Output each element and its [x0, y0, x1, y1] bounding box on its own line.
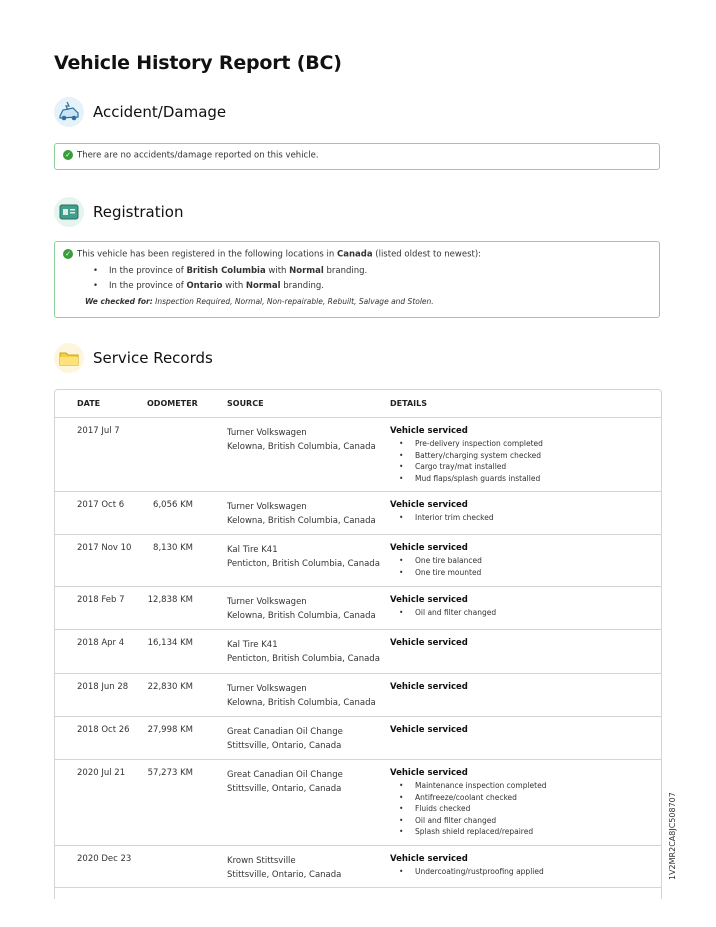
row-details	[390, 595, 496, 619]
row-date: 2018 Oct 26	[77, 725, 130, 735]
source-name: Kal Tire K41	[227, 545, 278, 555]
service-records-table	[54, 389, 662, 899]
item-prefix: In the province of	[109, 265, 187, 276]
registration-item	[89, 281, 651, 291]
row-source	[227, 682, 376, 710]
detail-list	[390, 780, 546, 838]
checked-for-value: Inspection Required, Normal, Non-repairable, Rebuilt, Salvage and Stolen.	[152, 296, 434, 306]
item-branding: Normal	[245, 280, 281, 291]
table-row	[55, 491, 661, 535]
row-date: 2020 Dec 23	[77, 854, 132, 864]
detail-item: • Pre-delivery inspection completed	[390, 438, 543, 450]
detail-list	[390, 438, 543, 484]
source-location: Kelowna, British Columbia, Canada	[227, 442, 376, 452]
row-date: 2018 Feb 7	[77, 595, 125, 605]
detail-title: Vehicle serviced	[390, 768, 468, 778]
registration-item	[89, 266, 651, 276]
source-location: Penticton, British Columbia, Canada	[227, 654, 380, 664]
source-location: Kelowna, British Columbia, Canada	[227, 698, 376, 708]
detail-item: • Undercoating/rustproofing applied	[390, 866, 544, 878]
intro-suffix: (listed oldest to newest):	[372, 249, 482, 260]
registration-card-icon	[54, 197, 84, 227]
table-row	[55, 759, 661, 846]
page-title: Vehicle History Report (BC)	[54, 52, 342, 74]
table-row	[55, 586, 661, 630]
detail-list	[390, 866, 544, 878]
check-circle-icon: ✓	[63, 249, 73, 259]
table-row	[55, 534, 661, 587]
col-source: SOURCE	[227, 399, 264, 408]
table-row	[55, 673, 661, 717]
intro-country: Canada	[336, 249, 373, 260]
table-row	[55, 845, 661, 888]
row-date: 2020 Jul 21	[77, 768, 126, 778]
detail-item: • Mud flaps/splash guards installed	[390, 473, 543, 485]
source-location: Penticton, British Columbia, Canada	[227, 559, 380, 569]
detail-list	[390, 555, 482, 578]
row-details	[390, 638, 468, 650]
source-location: Kelowna, British Columbia, Canada	[227, 516, 376, 526]
row-details	[390, 500, 494, 524]
detail-item: • Cargo tray/mat installed	[390, 461, 543, 473]
source-name: Turner Volkswagen	[227, 684, 307, 694]
item-branding: Normal	[289, 265, 324, 276]
table-row	[55, 629, 661, 674]
detail-title: Vehicle serviced	[390, 638, 468, 648]
source-name: Great Canadian Oil Change	[227, 727, 343, 737]
car-crash-icon	[54, 97, 84, 127]
row-odometer: 12,838 KM	[147, 595, 193, 605]
row-source	[227, 500, 376, 528]
checked-for-note	[85, 297, 651, 306]
row-details	[390, 426, 543, 484]
detail-item: • Maintenance inspection completed	[390, 780, 546, 792]
source-location: Stittsville, Ontario, Canada	[227, 784, 342, 794]
accident-heading: Accident/Damage	[93, 103, 227, 121]
detail-list	[390, 607, 496, 619]
row-source	[227, 768, 343, 796]
source-location: Stittsville, Ontario, Canada	[227, 741, 342, 751]
accident-message: There are no accidents/damage reported on this vehicle.	[77, 150, 319, 161]
source-name: Kal Tire K41	[227, 640, 278, 650]
col-date: DATE	[77, 399, 101, 408]
row-odometer: 57,273 KM	[147, 768, 193, 778]
detail-list	[390, 512, 494, 524]
intro-text: This vehicle has been registered in the following locations in	[77, 249, 337, 260]
item-province: British Columbia	[186, 265, 266, 276]
detail-item: • Antifreeze/coolant checked	[390, 792, 546, 804]
detail-item: • Oil and filter changed	[390, 815, 546, 827]
source-location: Kelowna, British Columbia, Canada	[227, 611, 376, 621]
row-date: 2017 Oct 6	[77, 500, 125, 510]
row-source	[227, 725, 343, 753]
row-odometer: 8,130 KM	[153, 543, 193, 553]
row-source	[227, 543, 380, 571]
row-date: 2017 Jul 7	[77, 426, 120, 436]
item-suffix: branding.	[323, 265, 368, 276]
registration-list	[89, 266, 651, 291]
source-name: Great Canadian Oil Change	[227, 770, 343, 780]
source-name: Turner Volkswagen	[227, 428, 307, 438]
item-suffix: branding.	[280, 280, 324, 291]
source-name: Turner Volkswagen	[227, 597, 307, 607]
item-middle: with	[222, 280, 246, 291]
row-details	[390, 682, 468, 694]
row-details	[390, 725, 468, 737]
table-row	[55, 716, 661, 760]
row-odometer: 22,830 KM	[147, 682, 193, 692]
source-name: Krown Stittsville	[227, 856, 296, 866]
detail-item: • Interior trim checked	[390, 512, 494, 524]
detail-item: • Fluids checked	[390, 803, 546, 815]
row-date: 2018 Apr 4	[77, 638, 125, 648]
accident-section-header	[54, 97, 226, 127]
source-location: Stittsville, Ontario, Canada	[227, 870, 342, 880]
detail-title: Vehicle serviced	[390, 725, 468, 735]
detail-item: • One tire balanced	[390, 555, 482, 567]
registration-intro	[63, 249, 651, 260]
detail-item: • Battery/charging system checked	[390, 450, 543, 462]
row-date: 2018 Jun 28	[77, 682, 129, 692]
row-date: 2017 Nov 10	[77, 543, 132, 553]
accident-status-box	[54, 143, 660, 170]
row-details	[390, 543, 482, 578]
row-odometer: 27,998 KM	[147, 725, 193, 735]
service-section-header	[54, 343, 213, 373]
row-source	[227, 595, 376, 623]
detail-title: Vehicle serviced	[390, 854, 468, 864]
check-circle-icon: ✓	[63, 150, 73, 160]
folder-icon	[54, 343, 84, 373]
vin-text: 1V2MR2CA8JC508707	[668, 792, 677, 880]
row-source	[227, 638, 380, 666]
registration-box	[54, 241, 660, 318]
row-odometer: 16,134 KM	[147, 638, 193, 648]
checked-for-label: We checked for:	[85, 296, 153, 306]
row-odometer: 6,056 KM	[153, 500, 193, 510]
detail-item: • Oil and filter changed	[390, 607, 496, 619]
col-odometer: ODOMETER	[147, 399, 198, 408]
row-details	[390, 768, 546, 838]
detail-title: Vehicle serviced	[390, 426, 468, 436]
row-source	[227, 854, 341, 882]
detail-title: Vehicle serviced	[390, 500, 468, 510]
row-details	[390, 854, 544, 878]
service-heading: Service Records	[93, 349, 213, 367]
detail-title: Vehicle serviced	[390, 543, 468, 553]
table-row	[55, 417, 661, 492]
row-source	[227, 426, 376, 454]
source-name: Turner Volkswagen	[227, 502, 307, 512]
item-middle: with	[265, 265, 290, 276]
detail-item: • Splash shield replaced/repaired	[390, 826, 546, 838]
col-details: DETAILS	[390, 399, 427, 408]
detail-title: Vehicle serviced	[390, 682, 468, 692]
registration-heading: Registration	[93, 203, 184, 221]
item-prefix: In the province of	[109, 280, 187, 291]
item-province: Ontario	[186, 280, 223, 291]
registration-section-header	[54, 197, 183, 227]
table-header	[55, 390, 661, 418]
detail-item: • One tire mounted	[390, 567, 482, 579]
detail-title: Vehicle serviced	[390, 595, 468, 605]
